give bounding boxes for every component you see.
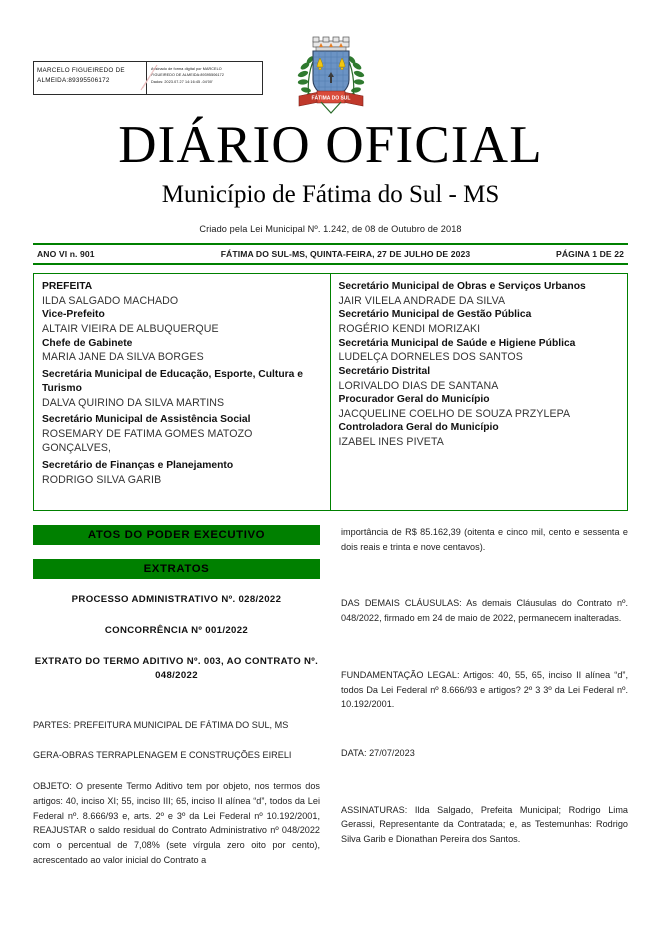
signature-detail-line1: Assinado de forma digital por MARCELO bbox=[151, 67, 222, 71]
issue-info-bar bbox=[33, 243, 628, 265]
paragraph-contratada: GERA-OBRAS TERRAPLENAGEM E CONSTRUÇÕES EIRELI bbox=[33, 750, 292, 761]
official-name: MARIA JANE DA SILVA BORGES bbox=[42, 351, 204, 364]
official-role: Secretário Municipal de Obras e Serviços Urbanos bbox=[338, 281, 586, 292]
official-name: RODRIGO SILVA GARIB bbox=[42, 473, 162, 486]
section-banner-atos-poder-executivo: ATOS DO PODER EXECUTIVO bbox=[33, 525, 320, 545]
spacer bbox=[33, 700, 320, 718]
official-role: Secretário de Finanças e Planejamento bbox=[42, 459, 234, 471]
official-name: ILDA SALGADO MACHADO bbox=[42, 294, 179, 307]
official-name: LORIVALDO DIAS DE SANTANA bbox=[338, 379, 499, 392]
official-name: LUDELÇA DORNELES DOS SANTOS bbox=[338, 351, 523, 364]
spacer bbox=[341, 642, 628, 668]
signature-detail-line3: Dados: 2023.07.27 14:16:45 -04'00' bbox=[151, 79, 213, 84]
official-name: JACQUELINE COELHO DE SOUZA PRZYLEPA bbox=[338, 408, 571, 421]
heading-concorrencia: CONCORRÊNCIA Nº 001/2022 bbox=[104, 624, 249, 636]
official-name: ROSEMARY DE FATIMA GOMES MATOZO GONÇALVES, bbox=[42, 427, 253, 455]
issue-place-date: FÁTIMA DO SUL-MS, QUINTA-FEIRA, 27 DE JULHO DE 2023 bbox=[220, 249, 471, 259]
official-name: JAIR VILELA ANDRADE DA SILVA bbox=[338, 294, 506, 307]
page-number-indicator: PÁGINA 1 DE 22 bbox=[556, 249, 624, 259]
page-subtitle: Município de Fátima do Sul - MS bbox=[161, 180, 500, 208]
masthead bbox=[0, 118, 661, 234]
official-role: Vice-Prefeito bbox=[42, 309, 105, 321]
official-role: Secretária Municipal de Educação, Esporte, Cultura e Turismo bbox=[42, 368, 303, 394]
body-columns bbox=[33, 525, 628, 925]
officials-column-left bbox=[34, 274, 331, 510]
official-role: Chefe de Gabinete bbox=[42, 337, 133, 349]
official-name: ALTAIR VIEIRA DE ALBUQUERQUE bbox=[42, 323, 219, 336]
official-role: Secretário Municipal de Gestão Pública bbox=[338, 309, 532, 321]
spacer bbox=[341, 570, 628, 596]
signature-signer-line1: MARCELO FIGUEIREDO DE bbox=[37, 67, 125, 74]
paragraph-objeto-continuation: importância de R$ 85.162,39 (oitenta e cinco mil, cento e sessenta e dois reais e trinta e nove centavos). bbox=[341, 527, 628, 552]
official-role: Secretário Municipal de Assistência Social bbox=[42, 414, 251, 426]
officials-column-right bbox=[331, 274, 628, 510]
officials-box bbox=[33, 273, 628, 511]
official-name: ROGÉRIO KENDI MORIZAKI bbox=[338, 323, 481, 336]
paragraph-data: DATA: 27/07/2023 bbox=[341, 748, 415, 759]
body-column-right bbox=[341, 525, 628, 863]
paragraph-assinaturas: ASSINATURAS: Ilda Salgado, Prefeita Municipal; Rodrigo Lima Gerassi, Representante da Contratada; e, as Testemunhas: Rodrigo Silva Garib e Dionathan Pereira dos Santos. bbox=[341, 804, 628, 845]
paragraph-demais-clausulas: DAS DEMAIS CLÁUSULAS: As demais Cláusulas do Contrato nº. 048/2022, firmado em 24 de maio de 2022, permanecem inalteradas. bbox=[341, 598, 628, 624]
paragraph-partes: PARTES: PREFEITURA MUNICIPAL DE FÁTIMA DO SUL, MS bbox=[33, 719, 289, 730]
official-role: Controladora Geral do Município bbox=[338, 422, 499, 434]
body-column-left bbox=[33, 525, 320, 883]
heading-extrato-termo-aditivo: EXTRATO DO TERMO ADITIVO Nº. 003, AO CONTRATO Nº. 048/2022 bbox=[34, 655, 319, 681]
official-role: Secretária Municipal de Saúde e Higiene Pública bbox=[338, 337, 576, 349]
official-name: DALVA QUIRINO DA SILVA MARTINS bbox=[42, 396, 225, 409]
paragraph-objeto: OBJETO: O presente Termo Aditivo tem por objeto, nos termos dos artigos: 40, inciso XI; 55, inciso III; 65, inciso II alínea “d”, todos da Lei Federal nº. 8.666/93 e, arts. 2º e 3º da Lei Federal nº 10.192/2001, REAJUSTAR o saldo residual do Contrato Administrativo nº 048/2022 com o percentual de 7,08% (sete vírgula zero oito por cento), acrescentado ao valor inicial do Contrato a bbox=[33, 781, 320, 865]
heading-processo-administrativo: PROCESSO ADMINISTRATIVO Nº. 028/2022 bbox=[71, 594, 282, 605]
official-role: PREFEITA bbox=[42, 281, 93, 292]
created-by-law-text: Criado pela Lei Municipal Nº. 1.242, de 08 de Outubro de 2018 bbox=[199, 223, 462, 234]
paragraph-fundamentacao-legal: FUNDAMENTAÇÃO LEGAL: Artigos: 40, 55, 65, inciso II alínea “d”, todos Da Lei Federal nº 8.666/93 e artigos? 2º 3 3º da Lei Federal nº. 10.192/2001. bbox=[341, 669, 628, 710]
official-role: Secretário Distrital bbox=[338, 365, 431, 377]
svg-text:FÁTIMA DO SUL: FÁTIMA DO SUL bbox=[311, 95, 350, 102]
page-title: DIÁRIO OFICIAL bbox=[118, 116, 543, 174]
coat-of-arms-icon bbox=[0, 36, 661, 114]
signature-signer-line2: ALMEIDA:89395506172 bbox=[37, 76, 110, 84]
official-name: IZABEL INES PIVETA bbox=[338, 436, 444, 449]
issue-year-number: ANO VI n. 901 bbox=[37, 249, 95, 259]
official-role: Procurador Geral do Município bbox=[338, 394, 490, 406]
section-banner-extratos: EXTRATOS bbox=[33, 559, 320, 579]
signature-detail-line2: FIGUEIREDO DE ALMEIDA:89395506172 bbox=[151, 73, 224, 78]
spacer bbox=[341, 777, 628, 803]
spacer bbox=[341, 728, 628, 746]
